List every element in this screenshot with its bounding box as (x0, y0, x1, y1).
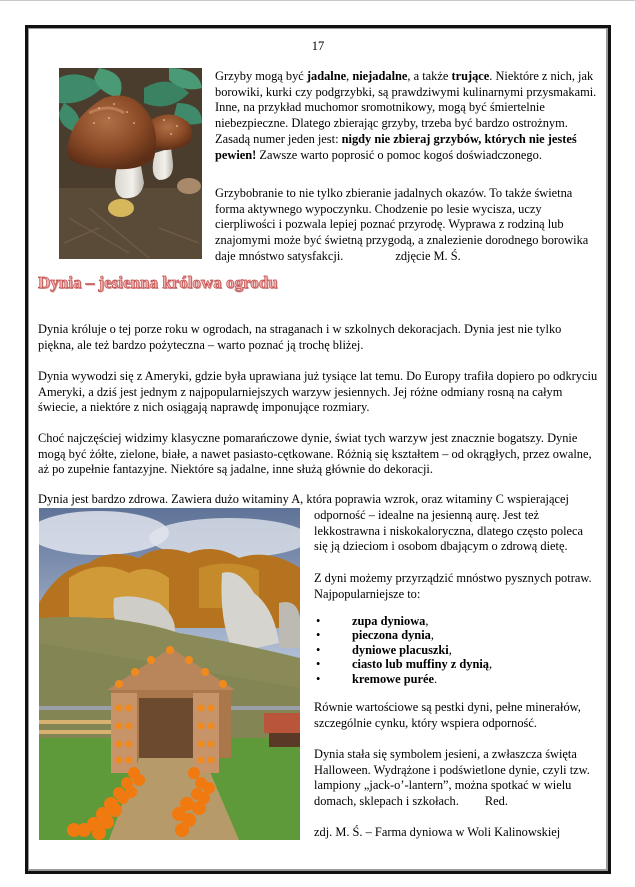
text-run: Grzybobranie to nie tylko zbieranie jadalnych okazów. To także świetna forma aktywnego wypoczynku. Chodzenie po lesie wycisza, uczy cierpliwości i pozwala lepiej poznać przyrodę. Wyprawa z rodziną lub znajomymi może być świetną przygodą, a znalezienie dorodnego borowika daje mnóstwo satysfakcji. (215, 186, 589, 263)
mushroom-intro-paragraph (215, 69, 597, 163)
pumpkin-dishes-intro: Z dyni możemy przyrządzić mnóstwo pysznych potraw. Najpopularniejsze to: (314, 571, 592, 601)
text-run: . Niektóre z nich, jak borowiki, kurki czy podgrzybki, są prawdziwymi kulinarnymi przysmakami. Inne, na przykład muchomor sromotnikowy, mogą być śmiertelnie niebezpieczne. Dlatego zbierając grzyby, trzeba być bardzo ostrożnym. (215, 69, 597, 131)
pumpkin-dishes-list (314, 614, 596, 686)
dish-list-item (314, 628, 596, 642)
text-run: Zasadą numer jeden jest: (215, 131, 342, 146)
dish-punctuation: , (430, 628, 434, 643)
bullet-icon: • (316, 657, 321, 672)
text-run: Zawsze warto poprosić o pomoc kogoś doświadczonego. (256, 147, 542, 162)
dish-list-item (314, 614, 596, 628)
dish-name: dyniowe placuszki (352, 642, 449, 657)
pumpkin-seeds-paragraph: Równie wartościowe są pestki dyni, pełne minerałów, szczególnie cynku, który wspiera odporność. (314, 700, 581, 730)
text-run: , (346, 69, 353, 83)
pumpkin-health-paragraph-rest: odporność – idealne na jesienną aurę. Jest też lekkostrawna i niskokaloryczna, dlatego często poleca się ją dzieciom i osobom dbającym o zdrową dietę. (314, 508, 584, 554)
pumpkin-dishes-list-wrapper (314, 614, 596, 686)
pumpkin-health-paragraph-line1: Dynia jest bardzo zdrowa. Zawiera dużo witaminy A, która poprawia wzrok, oraz witaminy C wspierającej (38, 492, 569, 506)
dish-punctuation: , (425, 614, 429, 628)
mushroom-picking-paragraph (215, 186, 597, 265)
pumpkin-origin-paragraph: Dynia wywodzi się z Ameryki, gdzie była uprawiana już tysiące lat temu. Do Europy trafiła dopiero po odkryciu Ameryki, a dziś jest jednym z najpopularniejszych warzyw jesiennych. Jej różne odmiany rosną na całym świecie, a niektóre z nich osiągają naprawdę imponujące rozmiary. (38, 369, 598, 415)
pumpkin-farm-illustration (39, 508, 300, 840)
dish-list-item (314, 643, 596, 657)
dish-punctuation: , (448, 642, 452, 657)
pumpkin-photo-caption: zdj. M. Ś. – Farma dyniowa w Woli Kalinowskiej (314, 825, 561, 839)
dish-list-item (314, 672, 596, 686)
text-run: , a także (407, 69, 452, 83)
mushroom-photo (59, 68, 202, 259)
dish-name: pieczona dynia (352, 628, 431, 643)
dish-name: kremowe purée (352, 671, 435, 686)
pumpkin-varieties-paragraph: Choć najczęściej widzimy klasyczne pomarańczowe dynie, świat tych warzyw jest znacznie bogatszy. Dynie mogą być żółte, zielone, białe, a nawet pasiasto-cętkowane. Różnią się kształtem – od okrągłych, przez owalne, aż po zupełnie fantazyjne. Niektóre są jadalne, inne służą głównie do dekoracji. (38, 431, 592, 477)
emphasis-poisonous: trujące (451, 69, 490, 83)
dish-list-item (314, 657, 596, 671)
dish-punctuation: , (489, 657, 493, 672)
dish-name: ciasto lub muffiny z dynią (352, 657, 490, 672)
page-border (25, 25, 611, 874)
bullet-icon: • (316, 614, 321, 628)
text-run: Dynia stała się symbolem jesieni, a zwłaszcza święta Halloween. Wydrążone i podświetlone dynie, czyli tzw. lampiony „jack-o’-lantern”, można spotkać w wielu domach, sklepach i szkołach. (314, 747, 590, 809)
bullet-icon: • (316, 671, 321, 686)
pumpkin-farm-photo (39, 508, 300, 840)
emphasis-edible: jadalne (306, 69, 347, 83)
page-number: 17 (311, 39, 325, 53)
text-run: Grzyby mogą być (215, 69, 307, 83)
mushroom-photo-illustration (59, 68, 202, 259)
safety-rule: nigdy nie zbieraj grzybów, których nie jesteś pewien! (215, 131, 577, 162)
section-title: Dynia – jesienna królowa ogrodu (38, 273, 278, 292)
window-top-rule (0, 0, 635, 1)
mushroom-photo-credit: zdjęcie M. Ś. (395, 248, 461, 263)
pumpkin-halloween-paragraph (314, 747, 596, 810)
pumpkin-intro-paragraph: Dynia króluje o tej porze roku w ogrodach, na straganach i w szkolnych dekoracjach. Dynia jest nie tylko piękna, ale też bardzo pożyteczna – warto poznać ją trochę bliżej. (38, 322, 562, 352)
emphasis-inedible: niejadalne (352, 69, 408, 83)
bullet-icon: • (316, 642, 321, 657)
dish-name: zupa dyniowa (352, 614, 426, 628)
editorial-signature: Red. (484, 794, 508, 809)
dish-punctuation: . (434, 671, 438, 686)
bullet-icon: • (316, 628, 321, 643)
